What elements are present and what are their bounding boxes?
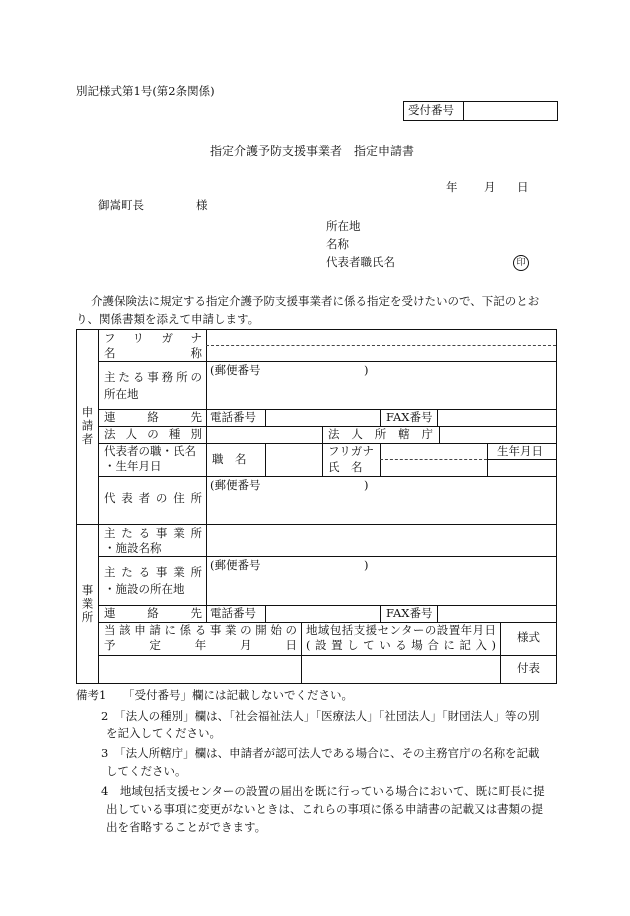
label-attachment-form: 様式 — [517, 630, 540, 644]
label-rep-address: 代表者の住所 — [104, 491, 202, 505]
label-office-tel: 電話番号 — [210, 606, 256, 620]
label-contact: 連絡先 — [104, 410, 202, 424]
label-rep-furigana: フリガナ — [328, 444, 374, 458]
label-corp-type: 法人の種別 — [104, 427, 202, 441]
note-2-line-2: を記入してください。 — [106, 726, 221, 740]
label-corp-authority: 法人所轄庁 — [328, 427, 433, 441]
label-office-name: 主たる事業所 — [104, 526, 202, 540]
form-number: 別記様式第1号(第2条関係) — [76, 84, 215, 98]
label-office-address-2: 所在地 — [104, 387, 139, 401]
postal-code-office: (郵便番号 ) — [210, 558, 369, 572]
label-office-location-2: ・施設の所在地 — [104, 582, 185, 596]
notes-prefix: 備考1 — [76, 688, 107, 702]
note-4-line-3: 出を省略することができます。 — [106, 820, 267, 834]
note-4-line-2: 出している事項に変更がないときは、これらの事項に係る申請書の記載又は書類の提 — [106, 802, 543, 816]
intro-line-2: り、関係書類を添えて申請します。 — [76, 312, 260, 326]
note-2-line-1: 2 「法人の種別」欄は、「社会福祉法人」「医療法人」「社団法人」「財団法人」等の別 — [101, 709, 540, 723]
receipt-number-field[interactable] — [466, 103, 554, 118]
note-3-line-1: 3 「法人所轄庁」欄は、申請者が認可法人である場合に、その主務官庁の名称を記載 — [101, 746, 540, 760]
applicant-address-label: 所在地 — [326, 219, 361, 233]
receipt-number-label: 受付番号 — [408, 103, 454, 117]
seal-icon: 印 — [513, 255, 529, 271]
postal-code-applicant: (郵便番号 ) — [210, 363, 369, 377]
document-title: 指定介護予防支援事業者 指定申請書 — [210, 144, 415, 158]
postal-code-rep: (郵便番号 ) — [210, 478, 369, 492]
label-office-name-2: ・施設名称 — [104, 541, 162, 555]
label-office-fax: FAX番号 — [386, 606, 433, 620]
label-rep-role-2: ・生年月日 — [104, 459, 162, 473]
label-birthdate: 生年月日 — [497, 444, 543, 458]
label-attachment-table: 付表 — [517, 661, 540, 675]
label-fax: FAX番号 — [386, 410, 433, 424]
label-center-date: 地域包括支援センターの設置年月日 — [306, 623, 496, 637]
note-1: 「受付番号」欄には記載しないでください。 — [123, 688, 353, 702]
date-year: 年 — [446, 180, 458, 194]
note-3-line-2: してください。 — [106, 764, 187, 778]
date-month: 月 — [484, 180, 496, 194]
label-office-location: 主たる事業所 — [104, 565, 202, 579]
label-office-contact: 連絡先 — [104, 606, 202, 620]
label-center-date-2: (設置している場合に記入) — [306, 638, 496, 652]
label-rep-role: 代表者の職・氏名 — [104, 444, 196, 458]
note-4-line-1: 4 地域包括支援センターの設置の届出を既に行っている場合において、既に町長に提 — [101, 784, 545, 798]
applicant-rep-label: 代表者職氏名 — [326, 255, 395, 269]
label-furigana: フリガナ — [104, 331, 202, 345]
addressee: 御嵩町長 — [98, 198, 144, 212]
label-rep-name: 氏 名 — [328, 460, 363, 474]
section-label-applicant: 申請者 — [80, 406, 95, 447]
label-start-date-2: 予定年月日 — [104, 638, 297, 652]
honorific: 様 — [196, 198, 208, 212]
label-start-date: 当該申請に係る事業の開始の — [104, 623, 297, 637]
section-label-office: 事業所 — [80, 584, 95, 625]
label-name: 名称 — [104, 346, 202, 360]
applicant-name-label: 名称 — [326, 237, 349, 251]
intro-line-1: 介護保険法に規定する指定介護予防支援事業者に係る指定を受けたいので、下記のとお — [91, 294, 540, 308]
label-tel: 電話番号 — [210, 410, 256, 424]
label-position: 職 名 — [212, 452, 247, 466]
label-office-address: 主たる事務所の — [104, 370, 202, 384]
date-day: 日 — [517, 180, 529, 194]
